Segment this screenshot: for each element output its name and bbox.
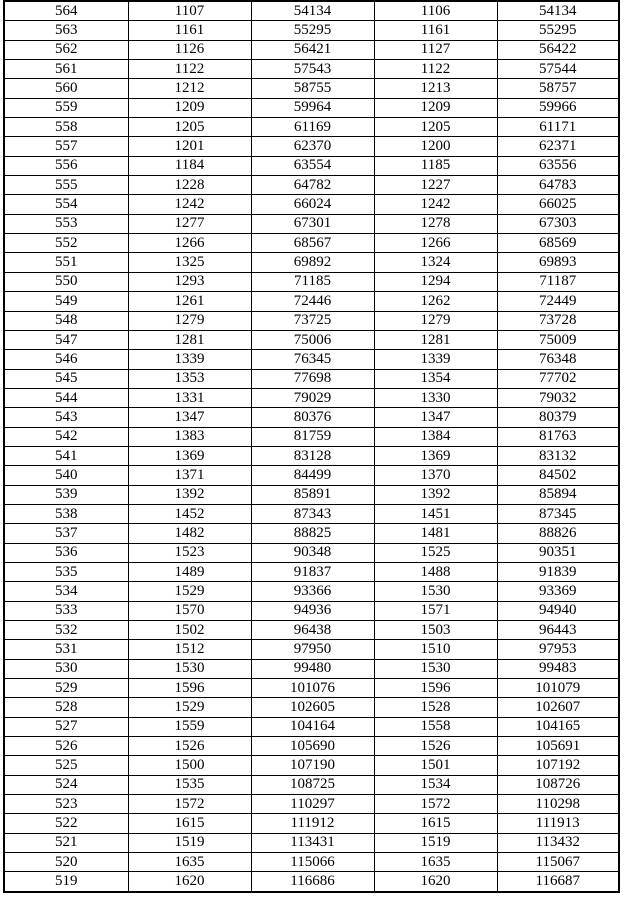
count-b-cell: 1339 [374,350,497,369]
table-row [4,369,619,388]
score-cell: 543 [4,408,128,427]
cumulative-a-cell: 107190 [251,756,374,775]
count-a-cell: 1228 [128,176,251,195]
count-a-cell: 1615 [128,814,251,833]
count-b-cell: 1392 [374,485,497,504]
cumulative-b-cell: 69893 [497,253,619,272]
cumulative-a-cell: 75006 [251,330,374,349]
score-cell: 551 [4,253,128,272]
count-b-cell: 1209 [374,98,497,117]
count-b-cell: 1161 [374,21,497,40]
score-cell: 542 [4,427,128,446]
cumulative-a-cell: 85891 [251,485,374,504]
cumulative-a-cell: 56421 [251,40,374,59]
table-row [4,737,619,756]
count-a-cell: 1570 [128,601,251,620]
cumulative-b-cell: 84502 [497,466,619,485]
count-b-cell: 1200 [374,137,497,156]
score-cell: 532 [4,621,128,640]
count-b-cell: 1205 [374,118,497,137]
count-b-cell: 1384 [374,427,497,446]
table-row [4,330,619,349]
count-b-cell: 1370 [374,466,497,485]
count-a-cell: 1293 [128,272,251,291]
cumulative-b-cell: 80379 [497,408,619,427]
table-row [4,872,619,892]
count-b-cell: 1525 [374,543,497,562]
count-a-cell: 1519 [128,833,251,852]
table-row [4,446,619,465]
cumulative-a-cell: 87343 [251,504,374,523]
table-row [4,621,619,640]
score-cell: 520 [4,853,128,872]
count-a-cell: 1482 [128,524,251,543]
score-cell: 526 [4,737,128,756]
cumulative-b-cell: 110298 [497,795,619,814]
table-row [4,543,619,562]
score-cell: 524 [4,775,128,794]
cumulative-b-cell: 76348 [497,350,619,369]
score-cell: 539 [4,485,128,504]
table-row [4,21,619,40]
count-b-cell: 1266 [374,234,497,253]
table-row [4,775,619,794]
cumulative-b-cell: 88826 [497,524,619,543]
count-a-cell: 1392 [128,485,251,504]
score-cell: 561 [4,60,128,79]
score-cell: 557 [4,137,128,156]
count-b-cell: 1534 [374,775,497,794]
table-row [4,214,619,233]
count-a-cell: 1281 [128,330,251,349]
cumulative-a-cell: 59964 [251,98,374,117]
cumulative-b-cell: 85894 [497,485,619,504]
table-row [4,195,619,214]
count-b-cell: 1279 [374,311,497,330]
score-cell: 548 [4,311,128,330]
cumulative-a-cell: 67301 [251,214,374,233]
count-a-cell: 1184 [128,156,251,175]
score-cell: 531 [4,640,128,659]
cumulative-a-cell: 99480 [251,659,374,678]
table-row [4,156,619,175]
score-distribution-table [3,0,620,893]
score-cell: 550 [4,272,128,291]
count-a-cell: 1126 [128,40,251,59]
cumulative-b-cell: 81763 [497,427,619,446]
score-cell: 544 [4,388,128,407]
count-b-cell: 1106 [374,1,497,21]
count-b-cell: 1262 [374,292,497,311]
count-a-cell: 1242 [128,195,251,214]
cumulative-a-cell: 66024 [251,195,374,214]
count-b-cell: 1242 [374,195,497,214]
table-row [4,485,619,504]
cumulative-a-cell: 105690 [251,737,374,756]
table-row [4,601,619,620]
count-b-cell: 1354 [374,369,497,388]
score-cell: 519 [4,872,128,892]
count-b-cell: 1324 [374,253,497,272]
cumulative-a-cell: 55295 [251,21,374,40]
count-b-cell: 1620 [374,872,497,892]
cumulative-a-cell: 111912 [251,814,374,833]
score-cell: 523 [4,795,128,814]
count-a-cell: 1383 [128,427,251,446]
cumulative-a-cell: 116686 [251,872,374,892]
cumulative-a-cell: 81759 [251,427,374,446]
table-row [4,272,619,291]
count-a-cell: 1559 [128,717,251,736]
score-cell: 540 [4,466,128,485]
count-b-cell: 1572 [374,795,497,814]
table-row [4,717,619,736]
count-a-cell: 1371 [128,466,251,485]
table-row [4,98,619,117]
cumulative-a-cell: 101076 [251,679,374,698]
score-cell: 560 [4,79,128,98]
score-cell: 522 [4,814,128,833]
table-row [4,814,619,833]
cumulative-a-cell: 73725 [251,311,374,330]
count-b-cell: 1503 [374,621,497,640]
count-b-cell: 1519 [374,833,497,852]
table-row [4,562,619,581]
cumulative-b-cell: 97953 [497,640,619,659]
cumulative-b-cell: 59966 [497,98,619,117]
count-a-cell: 1620 [128,872,251,892]
cumulative-b-cell: 56422 [497,40,619,59]
cumulative-b-cell: 62371 [497,137,619,156]
count-a-cell: 1107 [128,1,251,21]
score-cell: 555 [4,176,128,195]
count-b-cell: 1330 [374,388,497,407]
cumulative-b-cell: 111913 [497,814,619,833]
cumulative-a-cell: 91837 [251,562,374,581]
cumulative-b-cell: 73728 [497,311,619,330]
cumulative-b-cell: 54134 [497,1,619,21]
table-row [4,795,619,814]
count-a-cell: 1205 [128,118,251,137]
count-a-cell: 1331 [128,388,251,407]
table-row [4,40,619,59]
cumulative-a-cell: 102605 [251,698,374,717]
table-row [4,698,619,717]
score-cell: 535 [4,562,128,581]
cumulative-a-cell: 108725 [251,775,374,794]
cumulative-a-cell: 97950 [251,640,374,659]
cumulative-b-cell: 102607 [497,698,619,717]
score-cell: 533 [4,601,128,620]
cumulative-a-cell: 110297 [251,795,374,814]
table-row [4,504,619,523]
count-b-cell: 1530 [374,582,497,601]
count-a-cell: 1529 [128,698,251,717]
count-b-cell: 1347 [374,408,497,427]
cumulative-a-cell: 72446 [251,292,374,311]
table-row [4,466,619,485]
count-b-cell: 1528 [374,698,497,717]
cumulative-b-cell: 96443 [497,621,619,640]
cumulative-a-cell: 54134 [251,1,374,21]
count-a-cell: 1122 [128,60,251,79]
count-b-cell: 1227 [374,176,497,195]
score-cell: 545 [4,369,128,388]
cumulative-b-cell: 91839 [497,562,619,581]
count-b-cell: 1278 [374,214,497,233]
cumulative-b-cell: 99483 [497,659,619,678]
cumulative-a-cell: 115066 [251,853,374,872]
count-a-cell: 1339 [128,350,251,369]
table-row [4,118,619,137]
cumulative-b-cell: 93369 [497,582,619,601]
count-b-cell: 1571 [374,601,497,620]
cumulative-b-cell: 79032 [497,388,619,407]
table-row [4,756,619,775]
cumulative-b-cell: 105691 [497,737,619,756]
cumulative-a-cell: 62370 [251,137,374,156]
table-row [4,60,619,79]
score-cell: 556 [4,156,128,175]
cumulative-b-cell: 72449 [497,292,619,311]
table-row [4,1,619,21]
count-b-cell: 1369 [374,446,497,465]
table-row [4,388,619,407]
cumulative-a-cell: 83128 [251,446,374,465]
cumulative-a-cell: 80376 [251,408,374,427]
count-a-cell: 1347 [128,408,251,427]
count-a-cell: 1635 [128,853,251,872]
table-row [4,292,619,311]
cumulative-a-cell: 96438 [251,621,374,640]
table-body [4,1,619,892]
score-cell: 553 [4,214,128,233]
count-a-cell: 1353 [128,369,251,388]
cumulative-a-cell: 113431 [251,833,374,852]
cumulative-a-cell: 69892 [251,253,374,272]
count-a-cell: 1529 [128,582,251,601]
cumulative-a-cell: 58755 [251,79,374,98]
table-row [4,234,619,253]
cumulative-a-cell: 104164 [251,717,374,736]
count-b-cell: 1281 [374,330,497,349]
cumulative-a-cell: 79029 [251,388,374,407]
score-cell: 554 [4,195,128,214]
cumulative-a-cell: 84499 [251,466,374,485]
cumulative-a-cell: 57543 [251,60,374,79]
cumulative-b-cell: 107192 [497,756,619,775]
cumulative-b-cell: 71187 [497,272,619,291]
cumulative-b-cell: 87345 [497,504,619,523]
cumulative-b-cell: 63556 [497,156,619,175]
count-b-cell: 1294 [374,272,497,291]
table-row [4,853,619,872]
table-row [4,311,619,330]
cumulative-b-cell: 90351 [497,543,619,562]
count-a-cell: 1535 [128,775,251,794]
cumulative-a-cell: 76345 [251,350,374,369]
score-cell: 529 [4,679,128,698]
count-b-cell: 1213 [374,79,497,98]
cumulative-a-cell: 94936 [251,601,374,620]
count-b-cell: 1122 [374,60,497,79]
score-cell: 558 [4,118,128,137]
count-a-cell: 1161 [128,21,251,40]
score-cell: 525 [4,756,128,775]
count-b-cell: 1526 [374,737,497,756]
score-cell: 527 [4,717,128,736]
cumulative-b-cell: 108726 [497,775,619,794]
count-a-cell: 1277 [128,214,251,233]
table-row [4,582,619,601]
score-cell: 547 [4,330,128,349]
count-b-cell: 1127 [374,40,497,59]
cumulative-b-cell: 68569 [497,234,619,253]
score-cell: 563 [4,21,128,40]
cumulative-b-cell: 101079 [497,679,619,698]
count-b-cell: 1501 [374,756,497,775]
cumulative-b-cell: 116687 [497,872,619,892]
count-a-cell: 1279 [128,311,251,330]
cumulative-b-cell: 64783 [497,176,619,195]
table-row [4,640,619,659]
cumulative-b-cell: 55295 [497,21,619,40]
table-row [4,176,619,195]
count-a-cell: 1596 [128,679,251,698]
score-cell: 541 [4,446,128,465]
table-row [4,833,619,852]
count-b-cell: 1530 [374,659,497,678]
table-row [4,427,619,446]
count-b-cell: 1185 [374,156,497,175]
cumulative-a-cell: 63554 [251,156,374,175]
count-b-cell: 1488 [374,562,497,581]
count-a-cell: 1523 [128,543,251,562]
score-cell: 536 [4,543,128,562]
count-a-cell: 1502 [128,621,251,640]
cumulative-a-cell: 61169 [251,118,374,137]
table-row [4,659,619,678]
count-a-cell: 1209 [128,98,251,117]
cumulative-a-cell: 64782 [251,176,374,195]
count-b-cell: 1481 [374,524,497,543]
count-a-cell: 1526 [128,737,251,756]
score-cell: 537 [4,524,128,543]
cumulative-a-cell: 71185 [251,272,374,291]
score-cell: 552 [4,234,128,253]
cumulative-b-cell: 77702 [497,369,619,388]
count-a-cell: 1325 [128,253,251,272]
table-row [4,679,619,698]
cumulative-b-cell: 66025 [497,195,619,214]
cumulative-b-cell: 115067 [497,853,619,872]
cumulative-b-cell: 104165 [497,717,619,736]
score-cell: 562 [4,40,128,59]
score-cell: 546 [4,350,128,369]
table-row [4,350,619,369]
table-row [4,408,619,427]
cumulative-b-cell: 58757 [497,79,619,98]
count-a-cell: 1489 [128,562,251,581]
score-cell: 538 [4,504,128,523]
count-a-cell: 1369 [128,446,251,465]
table-row [4,137,619,156]
count-a-cell: 1261 [128,292,251,311]
cumulative-a-cell: 68567 [251,234,374,253]
score-cell: 521 [4,833,128,852]
cumulative-a-cell: 77698 [251,369,374,388]
table-row [4,253,619,272]
count-a-cell: 1530 [128,659,251,678]
cumulative-b-cell: 94940 [497,601,619,620]
count-a-cell: 1452 [128,504,251,523]
score-cell: 564 [4,1,128,21]
table-row [4,79,619,98]
cumulative-a-cell: 93366 [251,582,374,601]
score-cell: 534 [4,582,128,601]
count-a-cell: 1512 [128,640,251,659]
table-row [4,524,619,543]
count-b-cell: 1615 [374,814,497,833]
count-a-cell: 1266 [128,234,251,253]
score-cell: 549 [4,292,128,311]
count-b-cell: 1558 [374,717,497,736]
score-cell: 559 [4,98,128,117]
count-a-cell: 1212 [128,79,251,98]
count-a-cell: 1572 [128,795,251,814]
count-b-cell: 1510 [374,640,497,659]
count-a-cell: 1201 [128,137,251,156]
cumulative-b-cell: 75009 [497,330,619,349]
count-a-cell: 1500 [128,756,251,775]
cumulative-a-cell: 90348 [251,543,374,562]
cumulative-b-cell: 67303 [497,214,619,233]
cumulative-a-cell: 88825 [251,524,374,543]
count-b-cell: 1596 [374,679,497,698]
count-b-cell: 1451 [374,504,497,523]
cumulative-b-cell: 57544 [497,60,619,79]
cumulative-b-cell: 113432 [497,833,619,852]
score-cell: 530 [4,659,128,678]
cumulative-b-cell: 61171 [497,118,619,137]
score-cell: 528 [4,698,128,717]
count-b-cell: 1635 [374,853,497,872]
cumulative-b-cell: 83132 [497,446,619,465]
